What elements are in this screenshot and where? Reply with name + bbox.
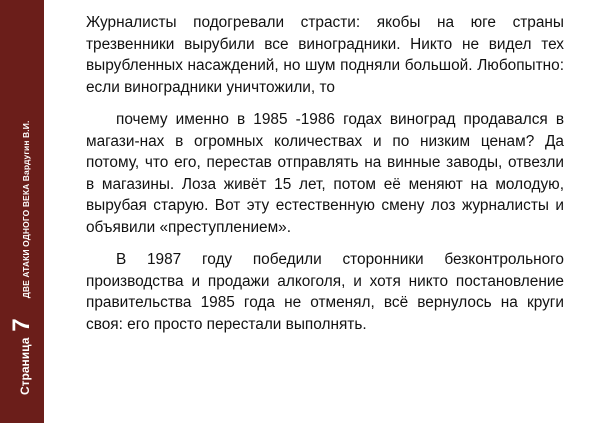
sidebar bbox=[0, 0, 44, 423]
page-header bbox=[10, 121, 34, 395]
page-label: Страница bbox=[18, 337, 32, 395]
book-title: ДВЕ АТАКИ ОДНОГО ВЕКА Вардугин В.И. bbox=[21, 120, 31, 299]
paragraph-2: почему именно в 1985 -1986 годах виноград продавался в магази-нах в огромных количествах и по низким ценам? Да потому, что его, перестав отправлять на винные заводы, отвезли в магазины. Лоза живёт 15 лет, потом её меняют на молодую, вырубая старую. Вот эту естественную смену лоз журналисты и объявили «преступлением». bbox=[86, 111, 564, 236]
paragraph-3: В 1987 году победили сторонники безконтрольного производства и продажи алкоголя, и хотя никто постановление правительства 1985 года не отменял, всё вернулось на круги своя: его просто перестали выполнять. bbox=[86, 251, 564, 333]
page-number: 7 bbox=[8, 318, 35, 332]
page-content bbox=[86, 12, 564, 346]
paragraph-1: Журналисты подогревали страсти: якобы на юге страны трезвенники вырубили все виноградники. Никто не видел тех вырубленных насаждений, но шум подняли большой. Любопытно: если виноградники уничтожили, то bbox=[86, 14, 564, 96]
